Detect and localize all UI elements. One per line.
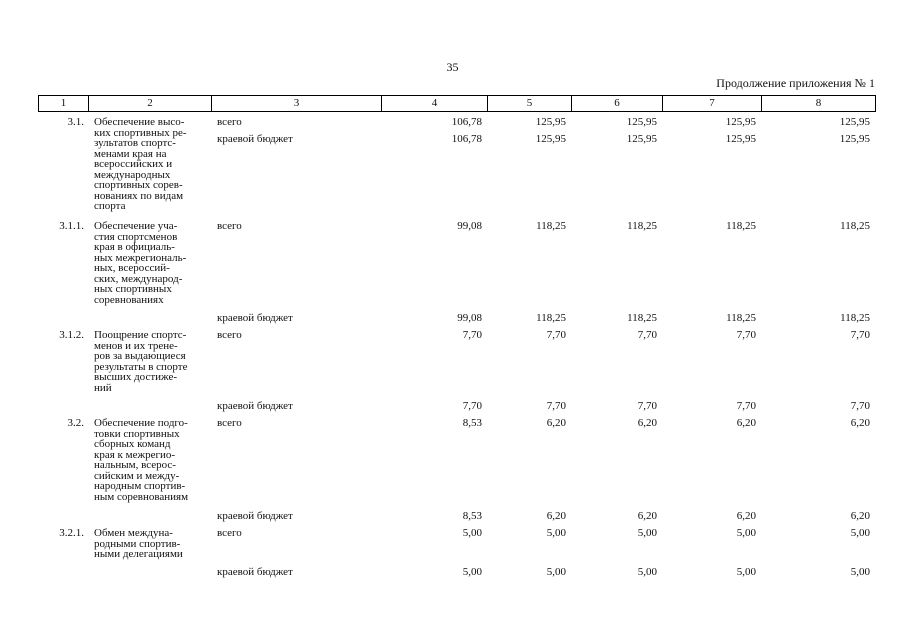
funding-source: краевой бюджет [217,566,293,578]
value-cell: 125,95 [626,133,657,145]
row-number: 3.1.2. [59,329,84,341]
value-cell: 5,00 [736,566,756,578]
value-cell: 5,00 [546,527,566,539]
value-cell: 118,25 [726,312,756,324]
value-cell: 7,70 [462,329,482,341]
value-cell: 7,70 [850,329,870,341]
value-cell: 6,20 [637,417,657,429]
row-description: Обмен междуна- родными спортив- ными делегациями [94,527,183,560]
funding-source: всего [217,220,242,232]
header-cell: 8 [815,97,822,109]
page-number: 35 [446,60,459,74]
value-cell: 5,00 [462,566,482,578]
continuation-label: Продолжение приложения № 1 [716,76,875,90]
value-cell: 6,20 [850,510,870,522]
value-cell: 5,00 [637,527,657,539]
header-cell: 2 [89,96,212,111]
value-cell: 99,08 [457,220,482,232]
header-cell: 4 [382,96,488,111]
value-cell: 5,00 [850,566,870,578]
row-number: 3.2. [67,417,84,429]
value-cell: 6,20 [637,510,657,522]
funding-source: всего [217,527,242,539]
header-cell: 6 [572,96,663,111]
row-description: Обеспечение высо- ких спортивных ре- зультатов спортс- менами края на всероссийских и международных спортивных сорев- нованиях по видам спорта [94,116,187,212]
funding-source: краевой бюджет [217,133,293,145]
funding-source: всего [217,329,242,341]
value-cell: 7,70 [637,400,657,412]
funding-source: краевой бюджет [217,510,293,522]
value-cell: 7,70 [546,329,566,341]
value-cell: 5,00 [637,566,657,578]
value-cell: 5,00 [546,566,566,578]
value-cell: 106,78 [451,133,482,145]
row-number: 3.1.1. [59,220,84,232]
value-cell: 7,70 [546,400,566,412]
value-cell: 125,95 [535,116,566,128]
value-cell: 6,20 [736,510,756,522]
header-cell: 3 [212,96,382,111]
row-description: Обеспечение уча- стия спортсменов края в официаль- ных межрегиональ- ных, всероссий- ских, международ- ных спортивных соревнованиях [94,220,187,306]
value-cell: 125,95 [626,116,657,128]
value-cell: 125,95 [725,116,756,128]
value-cell: 5,00 [736,527,756,539]
value-cell: 8,53 [462,510,482,522]
row-description: Обеспечение подго- товки спортивных сборных команд края к межрегио- нальным, всерос- сийским и между- народным спортив- ным соревнованиям [94,417,189,503]
funding-source: всего [217,116,242,128]
value-cell: 7,70 [736,400,756,412]
value-cell: 118,25 [536,220,566,232]
value-cell: 5,00 [850,527,870,539]
value-cell: 125,95 [839,116,870,128]
value-cell: 6,20 [736,417,756,429]
row-number: 3.2.1. [59,527,84,539]
value-cell: 8,53 [462,417,482,429]
table-header [38,95,876,112]
value-cell: 7,70 [462,400,482,412]
value-cell: 118,25 [726,220,756,232]
value-cell: 118,25 [840,312,870,324]
value-cell: 6,20 [546,417,566,429]
row-description: Поощрение спортс- менов и их трене- ров за выдающиеся результаты в спорте высших достиже- ний [94,329,188,394]
value-cell: 7,70 [850,400,870,412]
value-cell: 125,95 [535,133,566,145]
value-cell: 125,95 [725,133,756,145]
value-cell: 7,70 [736,329,756,341]
row-number: 3.1. [67,116,84,128]
value-cell: 99,08 [457,312,482,324]
funding-source: всего [217,417,242,429]
value-cell: 7,70 [637,329,657,341]
value-cell: 106,78 [451,116,482,128]
value-cell: 6,20 [850,417,870,429]
header-cell: 1 [39,96,89,111]
header-cell: 7 [663,96,762,111]
value-cell: 118,25 [627,220,657,232]
header-cell: 5 [488,96,572,111]
value-cell: 125,95 [839,133,870,145]
funding-source: краевой бюджет [217,400,293,412]
funding-source: краевой бюджет [217,312,293,324]
value-cell: 118,25 [536,312,566,324]
value-cell: 5,00 [462,527,482,539]
value-cell: 6,20 [546,510,566,522]
value-cell: 118,25 [627,312,657,324]
value-cell: 118,25 [840,220,870,232]
